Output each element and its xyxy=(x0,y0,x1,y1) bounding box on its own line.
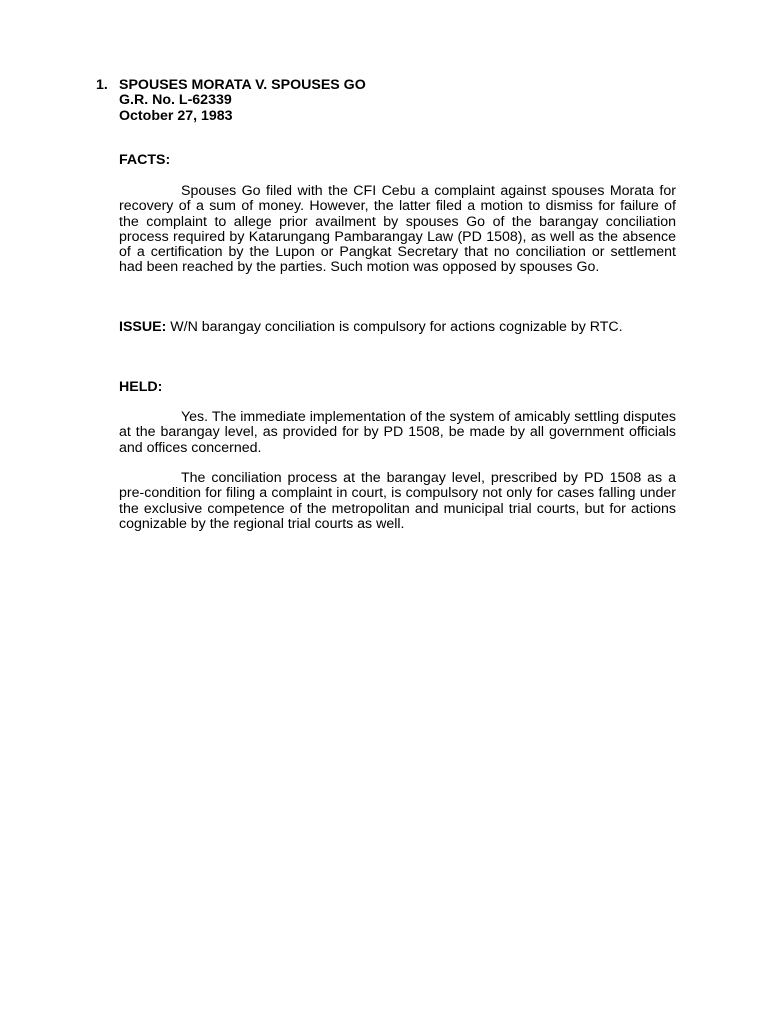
held-label: HELD: xyxy=(119,379,163,395)
case-title: SPOUSES MORATA V. SPOUSES GO xyxy=(119,77,366,93)
case-number: 1. xyxy=(96,77,108,93)
facts-paragraph: Spouses Go filed with the CFI Cebu a complaint against spouses Morata for recovery of a sum of money. However, the latter filed a motion to dismiss for failure of the complaint to allege prior availment by spouses Go of the barangay conciliation process required by Katarungang Pambarangay Law (PD 1508), as well as the absence of a certification by the Lupon or Pangkat Secretary that no conciliation or settlement had been reached by the parties. Such motion was opposed by spouses Go. xyxy=(119,183,676,276)
case-heading xyxy=(96,78,366,124)
issue-section xyxy=(119,320,623,335)
issue-label: ISSUE: xyxy=(119,319,167,335)
held-paragraph-2: The conciliation process at the barangay level, prescribed by PD 1508 as a pre-condition for filing a complaint in court, is compulsory not only for cases falling under the exclusive competence of the metropolitan and municipal trial courts, but for actions cognizable by the regional trial courts as well. xyxy=(119,470,676,532)
held-paragraph-1: Yes. The immediate implementation of the system of amicably settling disputes at the barangay level, as provided for by PD 1508, be made by all government officials and offices concerned. xyxy=(119,409,676,456)
facts-label: FACTS: xyxy=(119,152,171,168)
case-gr-number: G.R. No. L-62339 xyxy=(119,92,232,109)
issue-text: W/N barangay conciliation is compulsory for actions cognizable by RTC. xyxy=(170,319,623,335)
case-date: October 27, 1983 xyxy=(119,107,233,124)
